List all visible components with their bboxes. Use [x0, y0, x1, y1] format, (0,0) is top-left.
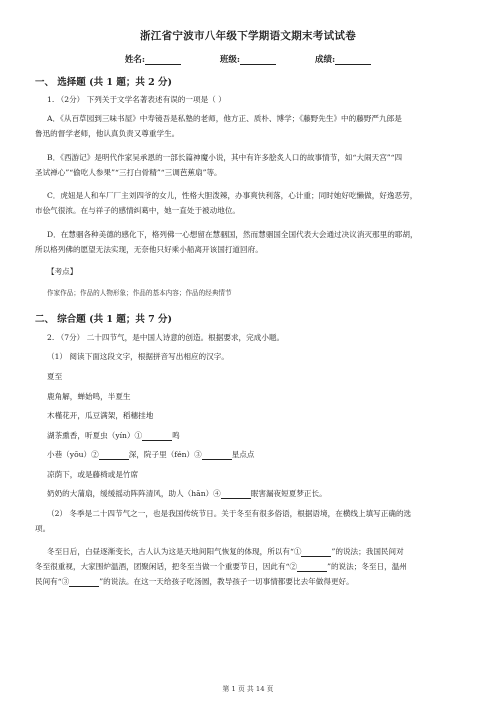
sub2-line2: 项。: [35, 524, 51, 533]
option-c-line2: 市侩气很浓。在与祥子的感情纠葛中，她一直处于被动地位。: [35, 206, 241, 215]
name-field[interactable]: [125, 53, 181, 65]
kaodian-label: 【考点】: [47, 267, 78, 276]
poem-line-1: 鹿角解，蝉始鸣，半夏生: [47, 392, 131, 401]
blank-4[interactable]: [221, 490, 251, 499]
score-field[interactable]: [315, 53, 371, 65]
option-a-line2: 鲁迅的督学老师，他认真负责又尊重学生。: [35, 129, 180, 138]
page-footer: 第 1 页 共 14 页: [222, 685, 274, 693]
poem-line-5: 凉荫下，或是藤椅或是竹席: [47, 470, 139, 479]
blank-s1[interactable]: [301, 548, 331, 557]
score-blank[interactable]: [335, 55, 371, 65]
student-info: [0, 53, 496, 65]
q2-stem: 2. （7分） 二十四节气，是中国人诗意的创造。根据要求，完成小题。: [47, 333, 285, 342]
section2-heading: 二、 综合题 (共 1 题；共 7 分): [35, 314, 173, 325]
blank-1[interactable]: [142, 432, 172, 441]
topics-line: 作家作品；作品的人物形象；作品的基本内容；作品的经典情节: [47, 289, 232, 297]
para-line2: 冬至很重视，大家围炉温酒，团聚闲话，把冬至当做一个重要节日，因此有“② ”的说法；冬至日，温州: [35, 562, 407, 571]
name-blank[interactable]: [145, 55, 181, 65]
option-d-line1[interactable]: D．在慧骃各种美德的感化下，格列佛一心想留在慧骃国，然而慧骃国全国代表大会通过决议消灭那里的耶胡，: [47, 230, 418, 239]
section1-heading: 一、 选择题 (共 1 题；共 2 分): [35, 77, 173, 88]
para-line1: 冬至日后，白昼逐渐变长，古人认为这是天地间阳气恢复的体现，所以有“① ”的说法；我国民间对: [47, 547, 404, 556]
class-blank[interactable]: [240, 55, 276, 65]
name-label: 姓名:: [124, 55, 145, 65]
option-d-line2: 所以格列佛的愿望无法实现，无奈他只好乘小船离开该国打道回府。: [35, 245, 263, 254]
poem-title: 夏至: [47, 372, 63, 381]
page-title: 浙江省宁波市八年级下学期语文期末考试试卷: [140, 30, 356, 42]
class-field[interactable]: [220, 53, 276, 65]
blank-3[interactable]: [202, 451, 232, 460]
q1-stem: 1. （2分） 下列关于文学名著表述有误的一项是（ ）: [47, 95, 226, 104]
blank-2[interactable]: [99, 451, 129, 460]
class-label: 班级:: [219, 55, 241, 65]
blank-s3[interactable]: [69, 578, 99, 587]
option-b-line2: 圣试禅心”“偷吃人参果”“三打白骨精”“三调芭蕉扇”等。: [35, 168, 222, 177]
sub2-line1: （2） 冬季是二十四节气之一，也是我国传统节日。关于冬至有很多俗语，根据语境，在横线上填写正确的选: [47, 509, 412, 518]
option-a-line1[interactable]: A．《从百草园到三味书屋》中寿镜吾是私塾的老师，他方正、质朴、博学；《藤野先生》中的藤野严九郎是: [47, 114, 402, 123]
poem-line-2: 木槿花开，瓜豆满架，稻穗挂地: [47, 411, 154, 420]
para-line3: 民间有“③ ”的说法。在这一天给孩子吃汤圆，教导孩子一切事情都要比去年做得更好。: [35, 577, 354, 586]
poem-line-3: 湖茶熏香，听夏虫（yín）① 鸣: [47, 431, 180, 440]
score-label: 成绩:: [315, 55, 336, 65]
option-b-line1[interactable]: B．《西游记》是明代作家吴承恩的一部长篇神魔小说，其中有许多脍炙人口的故事情节，如“大闹天宫”“四: [47, 153, 403, 162]
poem-line-4: 小巷（yōu）② 深，院子里（fén）③ 星点点: [47, 450, 255, 459]
poem-line-6: 奶奶的大蒲扇，缓缓摇动阵阵清风，助人（hān）④ 眠害漏夜短夏梦正长。: [47, 489, 327, 498]
sub1-instruction: （1） 阅读下面这段文字，根据拼音写出相应的汉字。: [47, 352, 229, 361]
option-c-line1[interactable]: C．虎妞是人和车厂厂主刘四爷的女儿，性格大胆泼辣，办事爽快利落，心计重；同时她好吃懒做，好逸恶劳，: [47, 191, 418, 200]
blank-s2[interactable]: [297, 563, 327, 572]
